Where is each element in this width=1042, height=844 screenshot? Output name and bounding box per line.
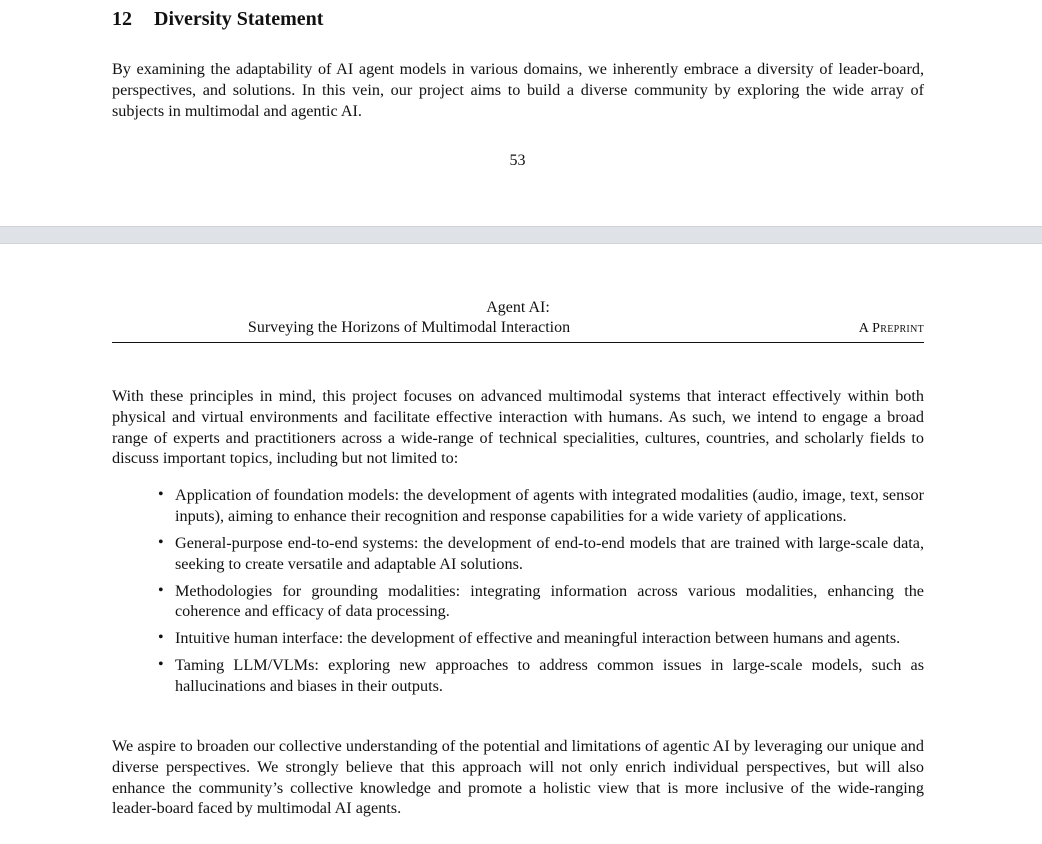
bullet-icon: • <box>158 581 164 599</box>
bullet-icon: • <box>158 533 164 551</box>
section-number: 12 <box>112 8 132 30</box>
list-item <box>112 628 924 649</box>
running-header-title-line1: Agent AI: <box>486 299 550 316</box>
list-item-text: Taming LLM/VLMs: exploring new approaches to address common issues in large-scale models, such as hallucinations and biases in their outputs. <box>175 656 924 696</box>
page-separator <box>0 226 1042 244</box>
list-item <box>112 655 924 697</box>
preprint-label <box>859 319 924 339</box>
bottom-page <box>0 244 1042 844</box>
list-item-text: General-purpose end-to-end systems: the development of end-to-end models that are trained with large-scale data, seeking to create versatile and adaptable AI solutions. <box>175 533 924 573</box>
bullet-icon: • <box>158 629 164 647</box>
list-item-text: Intuitive human interface: the development of effective and meaningful interaction between humans and agents. <box>175 629 901 648</box>
section-title: Diversity Statement <box>154 8 324 30</box>
bullet-icon: • <box>158 486 164 503</box>
diversity-paragraph: By examining the adaptability of AI agent models in various domains, we inherently embrace a diversity of leader-board, perspectives, and solutions. In this vein, our project aims to build a diverse community by exploring the wide array of subjects in multimodal and agentic AI. <box>112 60 924 120</box>
topics-list <box>112 485 924 703</box>
section-heading <box>112 6 323 32</box>
list-item-text: Methodologies for grounding modalities: integrating information across various modalities, enhancing the coherence and efficacy of data processing. <box>175 581 924 621</box>
running-header-title-line2: Surveying the Horizons of Multimodal Interaction <box>247 319 571 336</box>
closing-paragraph: We aspire to broaden our collective understanding of the potential and limitations of agentic AI by leveraging our unique and diverse perspectives. We strongly believe that this approach will not only enrich individual perspectives, but will also enhance the community’s collective knowledge and promote a holistic view that is more inclusive of the wide-ranging leader-board faced by multimodal AI agents. <box>112 737 924 818</box>
list-item <box>112 485 924 527</box>
top-page <box>0 0 1042 226</box>
running-header <box>112 296 924 343</box>
bullet-icon: • <box>158 656 164 674</box>
list-item <box>112 533 924 575</box>
list-item-text: Application of foundation models: the development of agents with integrated modalities (audio, image, text, sensor inputs), aiming to enhance their recognition and response capabilities for a wide variety of applications. <box>175 486 924 525</box>
page-number: 53 <box>509 152 526 169</box>
preprint-prefix: A <box>858 321 869 336</box>
list-item <box>112 581 924 623</box>
intro-paragraph: With these principles in mind, this project focuses on advanced multimodal systems that interact effectively within both physical and virtual environments and facilitate effective interaction with humans. As such, we intend to engage a broad range of experts and practitioners across a wide-range of technical specialities, cultures, countries, and scholarly fields to discuss important topics, including but not limited to: <box>112 387 924 468</box>
preprint-rest: Preprint <box>872 321 924 336</box>
